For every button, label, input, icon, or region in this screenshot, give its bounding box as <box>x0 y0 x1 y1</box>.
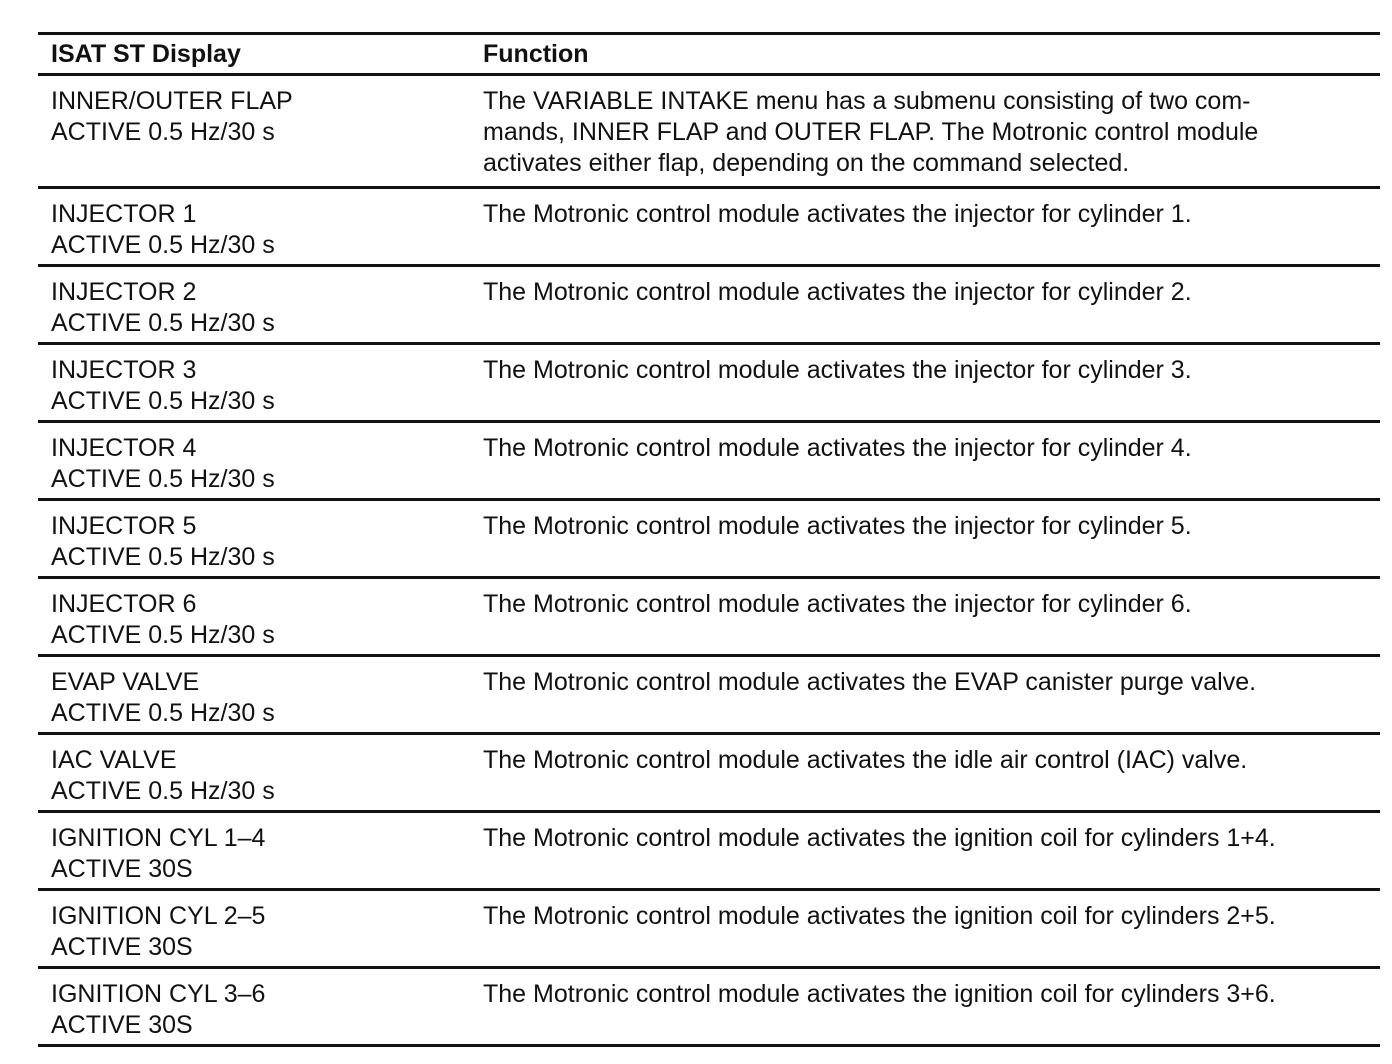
table-row <box>38 76 1380 189</box>
table-row <box>38 501 1380 579</box>
function-cell <box>483 199 1380 264</box>
display-mode: ACTIVE 0.5 Hz/30 s <box>51 465 275 493</box>
function-text: The Motronic control module activates the injector for cylinder 3. <box>483 356 1192 384</box>
display-name: IGNITION CYL 1–4 <box>51 824 266 852</box>
display-mode: ACTIVE 30S <box>51 1011 193 1039</box>
display-cell <box>38 979 483 1044</box>
table-row <box>38 813 1380 891</box>
function-cell <box>483 433 1380 498</box>
isat-function-table <box>38 32 1380 1047</box>
function-text: The Motronic control module activates the injector for cylinder 4. <box>483 434 1192 462</box>
display-name: INJECTOR 4 <box>51 434 197 462</box>
display-name: INJECTOR 1 <box>51 200 197 228</box>
display-cell <box>38 823 483 888</box>
function-text: mands, INNER FLAP and OUTER FLAP. The Motronic control module <box>483 118 1259 146</box>
function-cell <box>483 667 1380 732</box>
table-row <box>38 969 1380 1047</box>
function-text: The Motronic control module activates the idle air control (IAC) valve. <box>483 746 1248 774</box>
display-mode: ACTIVE 30S <box>51 855 193 883</box>
header-isat-st-display: ISAT ST Display <box>51 40 241 68</box>
function-text: The Motronic control module activates the injector for cylinder 1. <box>483 200 1192 228</box>
display-cell <box>38 355 483 420</box>
function-cell <box>483 901 1380 966</box>
display-cell <box>38 589 483 654</box>
display-mode: ACTIVE 0.5 Hz/30 s <box>51 118 275 146</box>
display-name: IGNITION CYL 3–6 <box>51 980 266 1008</box>
function-text: The Motronic control module activates the ignition coil for cylinders 2+5. <box>483 902 1276 930</box>
display-name: INJECTOR 3 <box>51 356 197 384</box>
table-row <box>38 267 1380 345</box>
display-mode: ACTIVE 0.5 Hz/30 s <box>51 621 275 649</box>
function-cell <box>483 589 1380 654</box>
display-cell <box>38 901 483 966</box>
table-header-row <box>38 32 1380 76</box>
function-cell <box>483 511 1380 576</box>
function-text: The VARIABLE INTAKE menu has a submenu consisting of two com- <box>483 87 1251 115</box>
table-row <box>38 423 1380 501</box>
table-row <box>38 189 1380 267</box>
function-text: The Motronic control module activates the ignition coil for cylinders 1+4. <box>483 824 1276 852</box>
display-name: INJECTOR 2 <box>51 278 197 306</box>
display-name: IGNITION CYL 2–5 <box>51 902 266 930</box>
table-body <box>38 76 1380 1047</box>
function-text: The Motronic control module activates the EVAP canister purge valve. <box>483 668 1257 696</box>
table-row <box>38 657 1380 735</box>
display-cell <box>38 667 483 732</box>
display-name: INJECTOR 6 <box>51 590 197 618</box>
display-mode: ACTIVE 0.5 Hz/30 s <box>51 231 275 259</box>
function-cell <box>483 277 1380 342</box>
function-text: The Motronic control module activates the injector for cylinder 6. <box>483 590 1192 618</box>
display-mode: ACTIVE 0.5 Hz/30 s <box>51 387 275 415</box>
display-cell <box>38 433 483 498</box>
display-mode: ACTIVE 0.5 Hz/30 s <box>51 309 275 337</box>
table-row <box>38 579 1380 657</box>
function-cell <box>483 745 1380 810</box>
display-mode: ACTIVE 0.5 Hz/30 s <box>51 699 275 727</box>
display-name: IAC VALVE <box>51 746 177 774</box>
header-function: Function <box>483 40 589 68</box>
display-cell <box>38 86 483 186</box>
display-cell <box>38 745 483 810</box>
display-cell <box>38 511 483 576</box>
function-cell <box>483 86 1380 186</box>
function-text: activates either flap, depending on the command selected. <box>483 149 1130 177</box>
display-cell <box>38 199 483 264</box>
function-text: The Motronic control module activates the injector for cylinder 5. <box>483 512 1192 540</box>
function-text: The Motronic control module activates the injector for cylinder 2. <box>483 278 1192 306</box>
display-cell <box>38 277 483 342</box>
table-row <box>38 735 1380 813</box>
table-row <box>38 345 1380 423</box>
display-name: INJECTOR 5 <box>51 512 197 540</box>
display-mode: ACTIVE 30S <box>51 933 193 961</box>
table-row <box>38 891 1380 969</box>
function-cell <box>483 823 1380 888</box>
function-cell <box>483 355 1380 420</box>
function-text: The Motronic control module activates the ignition coil for cylinders 3+6. <box>483 980 1276 1008</box>
display-mode: ACTIVE 0.5 Hz/30 s <box>51 543 275 571</box>
display-mode: ACTIVE 0.5 Hz/30 s <box>51 777 275 805</box>
function-cell <box>483 979 1380 1044</box>
display-name: EVAP VALVE <box>51 668 200 696</box>
display-name: INNER/OUTER FLAP <box>51 87 293 115</box>
